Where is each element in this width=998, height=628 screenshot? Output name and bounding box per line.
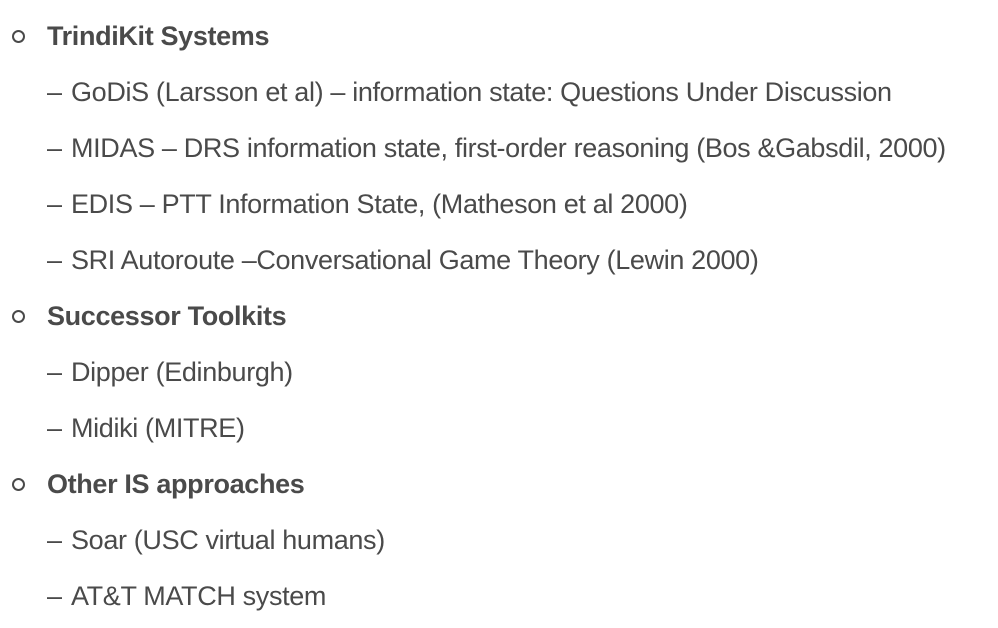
list-item-text: Midiki (MITRE) xyxy=(71,413,245,443)
list-item-text: EDIS – PTT Information State, (Matheson et al 2000) xyxy=(71,189,688,219)
section-title: Other IS approaches xyxy=(47,469,305,499)
list-item-text: Dipper (Edinburgh) xyxy=(71,357,293,387)
list-item-text: AT&T MATCH system xyxy=(71,581,327,611)
dash-bullet-icon: – xyxy=(47,413,62,443)
list-item-text: MIDAS – DRS information state, first-order reasoning (Bos &Gabsdil, 2000) xyxy=(71,133,946,163)
dash-bullet-icon: – xyxy=(47,525,62,555)
dash-bullet-icon: – xyxy=(47,581,62,611)
list-item-text: GoDiS (Larsson et al) – information state: Questions Under Discussion xyxy=(71,77,892,107)
section-title: Successor Toolkits xyxy=(47,301,287,331)
dash-bullet-icon: – xyxy=(47,189,62,219)
circle-bullet-icon xyxy=(12,30,25,43)
section-title: TrindiKit Systems xyxy=(47,21,270,51)
dash-bullet-icon: – xyxy=(47,133,62,163)
list-item-text: Soar (USC virtual humans) xyxy=(71,525,385,555)
circle-bullet-icon xyxy=(12,478,25,491)
circle-bullet-icon xyxy=(12,310,25,323)
dash-bullet-icon: – xyxy=(47,77,62,107)
dash-bullet-icon: – xyxy=(47,245,62,275)
list-item-text: SRI Autoroute –Conversational Game Theory (Lewin 2000) xyxy=(71,245,759,275)
dash-bullet-icon: – xyxy=(47,357,62,387)
